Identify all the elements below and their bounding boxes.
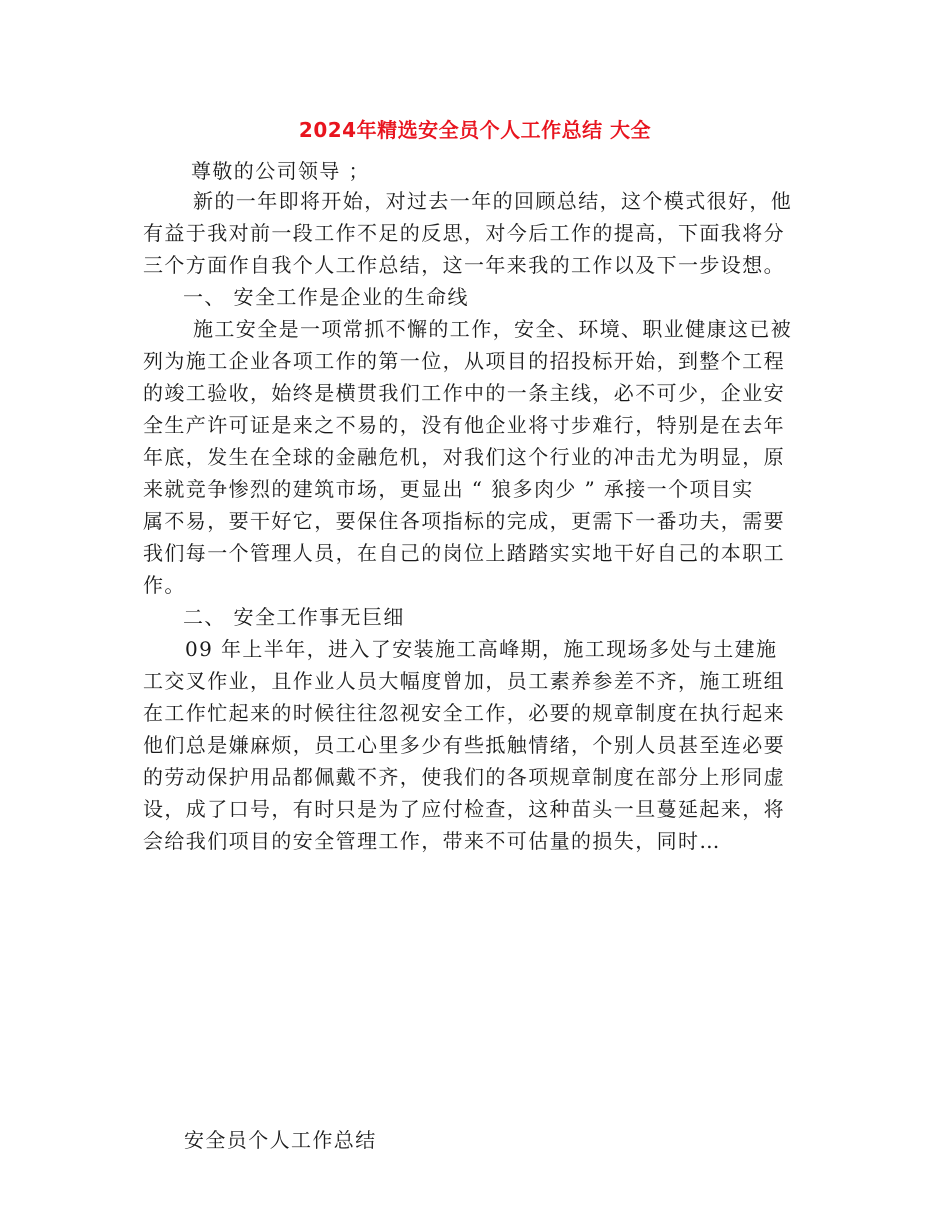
section1-line: 作。 — [143, 573, 186, 597]
section1-line: 的竣工验收，始终是横贯我们工作中的一条主线，必不可少，企业安 — [143, 381, 785, 405]
document-title: 2024年精选安全员个人工作总结 大全 — [298, 118, 652, 142]
section1-line: 施工安全是一项常抓不懈的工作，安全、环境、职业健康这已被 — [193, 317, 793, 341]
intro-line: 新的一年即将开始，对过去一年的回顾总结，这个模式很好，他 — [193, 189, 793, 213]
section2-line: 在工作忙起来的时候往往忽视安全工作，必要的规章制度在执行起来 — [143, 701, 785, 725]
section1-line: 来就竞争惨烈的建筑市场，更显出 “ 狼多肉少 ” 承接一个项目实 — [143, 477, 754, 501]
section2-line: 会给我们项目的安全管理工作，带来不可估量的损失，同时… — [143, 829, 721, 853]
section1-line: 属不易，要干好它，要保住各项指标的完成，更需下一番功夫，需要 — [143, 509, 785, 533]
section1-line: 年底，发生在全球的金融危机，对我们这个行业的冲击尤为明显，原 — [143, 445, 785, 469]
section1-line: 全生产许可证是来之不易的，没有他企业将寸步难行，特别是在去年 — [143, 413, 785, 437]
section-heading-1: 一、 安全工作是企业的生命线 — [183, 285, 469, 309]
intro-line: 有益于我对前一段工作不足的反思，对今后工作的提高，下面我将分 — [143, 221, 785, 245]
section1-line: 我们每一个管理人员，在自己的岗位上踏踏实实地干好自己的本职工 — [143, 541, 785, 565]
section2-line: 他们总是嫌麻烦，员工心里多少有些抵触情绪，个别人员甚至连必要 — [143, 733, 785, 757]
intro-line: 三个方面作自我个人工作总结，这一年来我的工作以及下一步设想。 — [143, 253, 785, 277]
section2-line: 的劳动保护用品都佩戴不齐，使我们的各项规章制度在部分上形同虚 — [143, 765, 785, 789]
document-body — [143, 158, 808, 857]
section2-line: 工交叉作业，且作业人员大幅度曾加，员工素养参差不齐，施工班组 — [143, 669, 785, 693]
section2-line: 设，成了口号，有时只是为了应付检查，这种苗头一旦蔓延起来，将 — [143, 797, 785, 821]
section1-line: 列为施工企业各项工作的第一位，从项目的招投标开始，到整个工程 — [143, 349, 785, 373]
section-heading-2: 二、 安全工作事无巨细 — [183, 605, 405, 629]
salutation: 尊敬的公司领导 ； — [191, 159, 370, 183]
section2-line: 09 年上半年，进入了安装施工高峰期，施工现场多处与土建施 — [185, 637, 778, 661]
footer-heading: 安全员个人工作总结 — [184, 1128, 377, 1152]
